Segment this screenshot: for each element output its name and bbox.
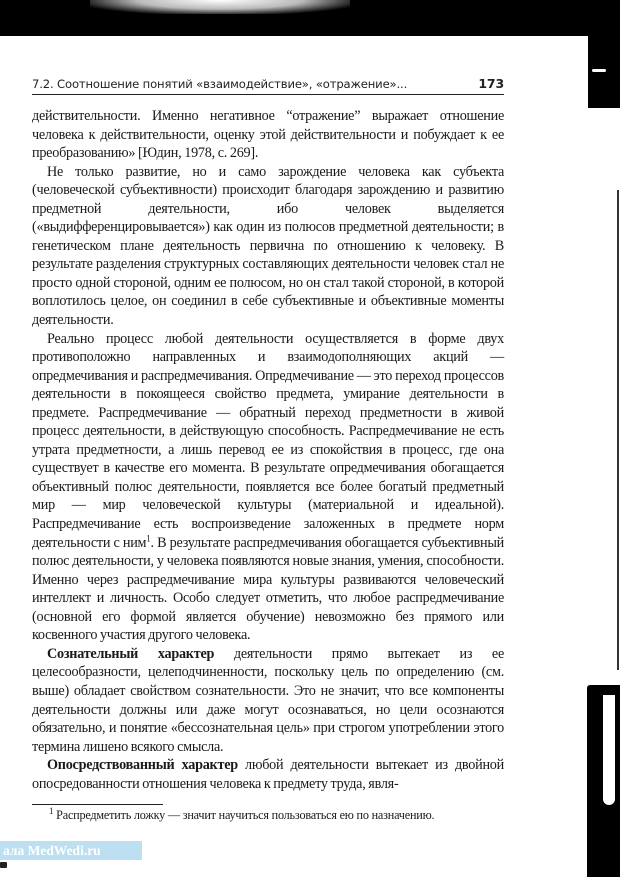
body-text: [32, 107, 504, 793]
scan-border-right-top: [588, 20, 620, 108]
paragraph-text: Реально процесс любой деятельности осуществляется в форме двух противоположно направленных и взаимодополняющих акций — опредмечивания и распредмечивания. Опредмечивание — это переход процессов деятельности в покоящееся свойство предмета, умирание деятельности в предмете. Распредмечивание — обратный переход предметности в живой процесс деятельности, в действующую способность. Распредмечивание не есть утрата предметности, а лишь перевод ее из спокойствия в процесс, где она существует в качестве его момента. В результате опредмечивания обогащается объективный полюс деятельности, появляется все более богатый предметный мир — мир человеческой культуры (материальной и идеальной). Распредмечивание есть воспроизведение заложенных в предмете норм деятельности с ним: [32, 330, 504, 551]
watermark-banner: ала MedWedi.ru: [0, 841, 142, 860]
footnote-marker: 1: [49, 806, 54, 817]
term-bold: Опосредствованный характер: [47, 757, 238, 774]
scan-border-gap: [603, 695, 615, 805]
paragraph-text: любой деятельности вытекает из двойной опосредованности отношения человека к предмету труда, явля-: [32, 757, 504, 792]
paragraph-subject-origin: Не только развитие, но и само зарождение человека как субъекта (человеческой субъективности) происходит благодаря зарождению и развитию предметной деятельности, ибо человек выделяется («выдифференцировывается») как один из полюсов предметной деятельности; в генетическом плане деятельность первична по отношению к человеку. В результате разделения структурных составляющих деятельности человек стал не просто одной стороной, одним ее полюсом, но он стал такой стороной, в которой воплотилось целое, он соединил в себе субъективные и объективные моменты деятельности.: [32, 163, 504, 329]
paragraph-text: . В результате распредмечивания обогащается субъективный полюс деятельности, у человека появляются новые знания, умения, способности. Именно через распредмечивание мира культуры развиваются человеческий интеллект и личность. Особо следует отметить, что любое распредмечивание (основной его формой является обучение) невозможно без прямого или косвенного участия другого человека.: [32, 534, 504, 644]
footnote: [32, 807, 504, 823]
page-number: 173: [478, 76, 504, 91]
scan-border-notch: [592, 69, 606, 72]
paragraph-continuation: действительности. Именно негативное “отражение” выражает отношение человека к действительности, оценку этой действительности и побуждает к ее преобразованию» [Юдин, 1978, с. 269].: [32, 108, 504, 162]
paragraph-objectification: [32, 330, 504, 645]
running-header: [32, 76, 504, 95]
paragraph-mediated-character: [32, 756, 504, 793]
scan-artifact: [0, 862, 7, 868]
footnote-text: Распредметить ложку — значит научиться пользоваться ею по назначению.: [53, 808, 435, 823]
term-bold: Сознательный характер: [47, 645, 215, 662]
footnote-reference[interactable]: 1: [146, 532, 151, 543]
scan-highlight: [90, 0, 350, 14]
book-page: [32, 76, 504, 823]
scan-border-right-line: [617, 190, 619, 670]
footnote-divider: [32, 804, 163, 805]
paragraph-conscious-character: [32, 645, 504, 756]
paragraph-text: деятельности прямо вытекает из ее целесообразности, целеподчиненности, поскольку цель по определению (см. выше) обладает свойством сознательности. Это не значит, что все компоненты деятельности должны или даже могут осознаваться, но цели осознаются обязательно, и понятие «бессознательная цель» при строгом употреблении этого термина лишено всякого смысла.: [32, 645, 504, 755]
running-title: 7.2. Соотношение понятий «взаимодействие», «отражение»...: [32, 77, 408, 91]
